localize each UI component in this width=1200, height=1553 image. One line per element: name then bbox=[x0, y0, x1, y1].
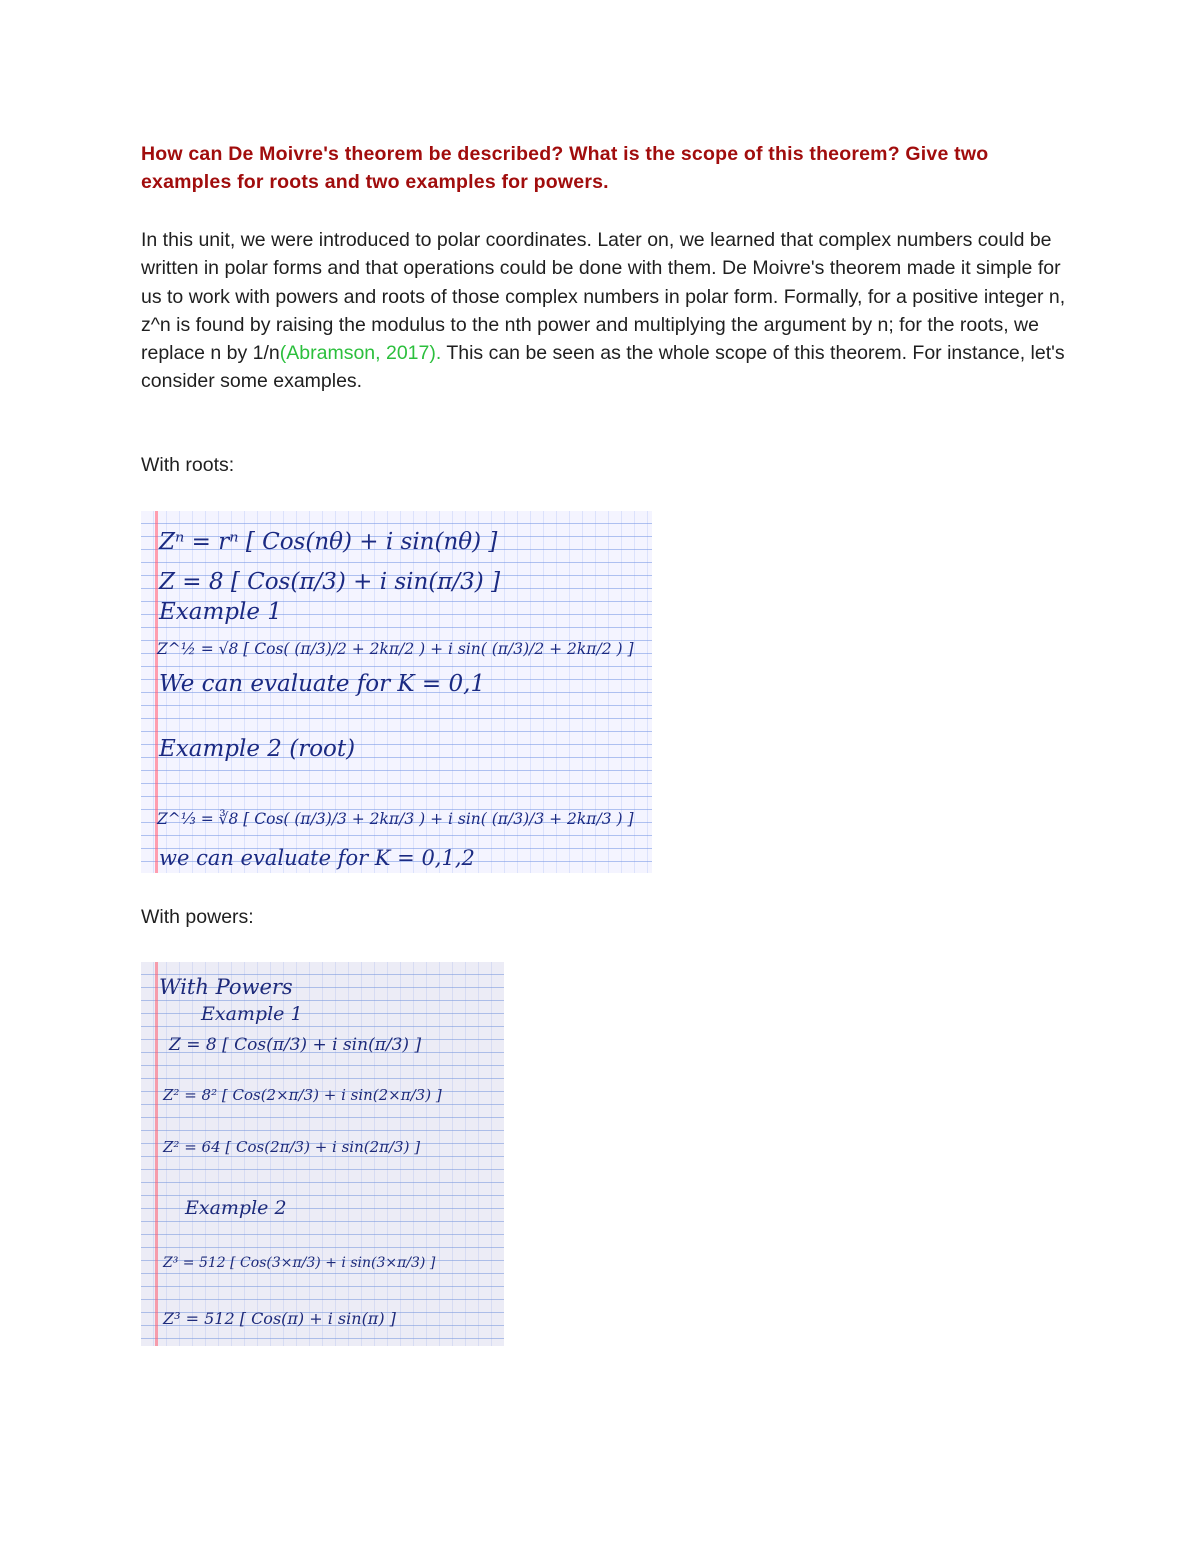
paragraph-text-end: This can be seen as the whole scope of this theorem. For instance, let's consider some examples. bbox=[141, 342, 1065, 393]
roots-line: We can evaluate for K = 0,1 bbox=[159, 671, 486, 697]
powers-handwritten-image bbox=[141, 962, 504, 1346]
roots-line: Z = 8 [ Cos(π/3) + i sin(π/3) ] bbox=[159, 569, 501, 595]
powers-line: Example 2 bbox=[185, 1197, 287, 1219]
powers-line: Z³ = 512 [ Cos(3×π/3) + i sin(3×π/3) ] bbox=[163, 1255, 436, 1271]
powers-label: With powers: bbox=[141, 906, 254, 928]
citation-link[interactable]: (Abramson, 2017). bbox=[279, 342, 442, 365]
roots-line: Z^½ = √8 [ Cos( (π/3)/2 + 2kπ/2 ) + i sin( (π/3)/2 + 2kπ/2 ) ] bbox=[157, 640, 634, 658]
roots-line: we can evaluate for K = 0,1,2 bbox=[159, 846, 475, 870]
roots-handwritten-image bbox=[141, 511, 652, 873]
powers-line: Z = 8 [ Cos(π/3) + i sin(π/3) ] bbox=[169, 1035, 422, 1055]
roots-line: Zⁿ = rⁿ [ Cos(nθ) + i sin(nθ) ] bbox=[159, 529, 498, 555]
powers-line: Z³ = 512 [ Cos(π) + i sin(π) ] bbox=[163, 1309, 396, 1328]
powers-line: Z² = 8² [ Cos(2×π/3) + i sin(2×π/3) ] bbox=[163, 1086, 442, 1104]
roots-label: With roots: bbox=[141, 454, 235, 476]
paragraph-text: In this unit, we were introduced to polar coordinates. Later on, we learned that complex numbers could be written in polar forms and that operations could be done with them. De Moivre's theorem made it simple for us to work with powers and roots of those complex numbers in polar form. Formally, for a positive integer n, z^n is found by raising the modulus to the nth power and multiplying the argument by n; for the roots, we replace n by 1/n bbox=[141, 229, 1066, 365]
powers-line: Example 1 bbox=[201, 1003, 303, 1025]
roots-line: Example 1 bbox=[159, 599, 282, 625]
question-heading: How can De Moivre's theorem be described? What is the scope of this theorem? Give two examples for roots and two examples for powers. bbox=[141, 143, 989, 193]
roots-line: Z^⅓ = ∛8 [ Cos( (π/3)/3 + 2kπ/3 ) + i sin( (π/3)/3 + 2kπ/3 ) ] bbox=[157, 810, 634, 828]
roots-line: Example 2 (root) bbox=[159, 736, 356, 762]
body-paragraph bbox=[141, 226, 1076, 396]
powers-line: With Powers bbox=[159, 975, 293, 999]
powers-line: Z² = 64 [ Cos(2π/3) + i sin(2π/3) ] bbox=[163, 1138, 421, 1156]
